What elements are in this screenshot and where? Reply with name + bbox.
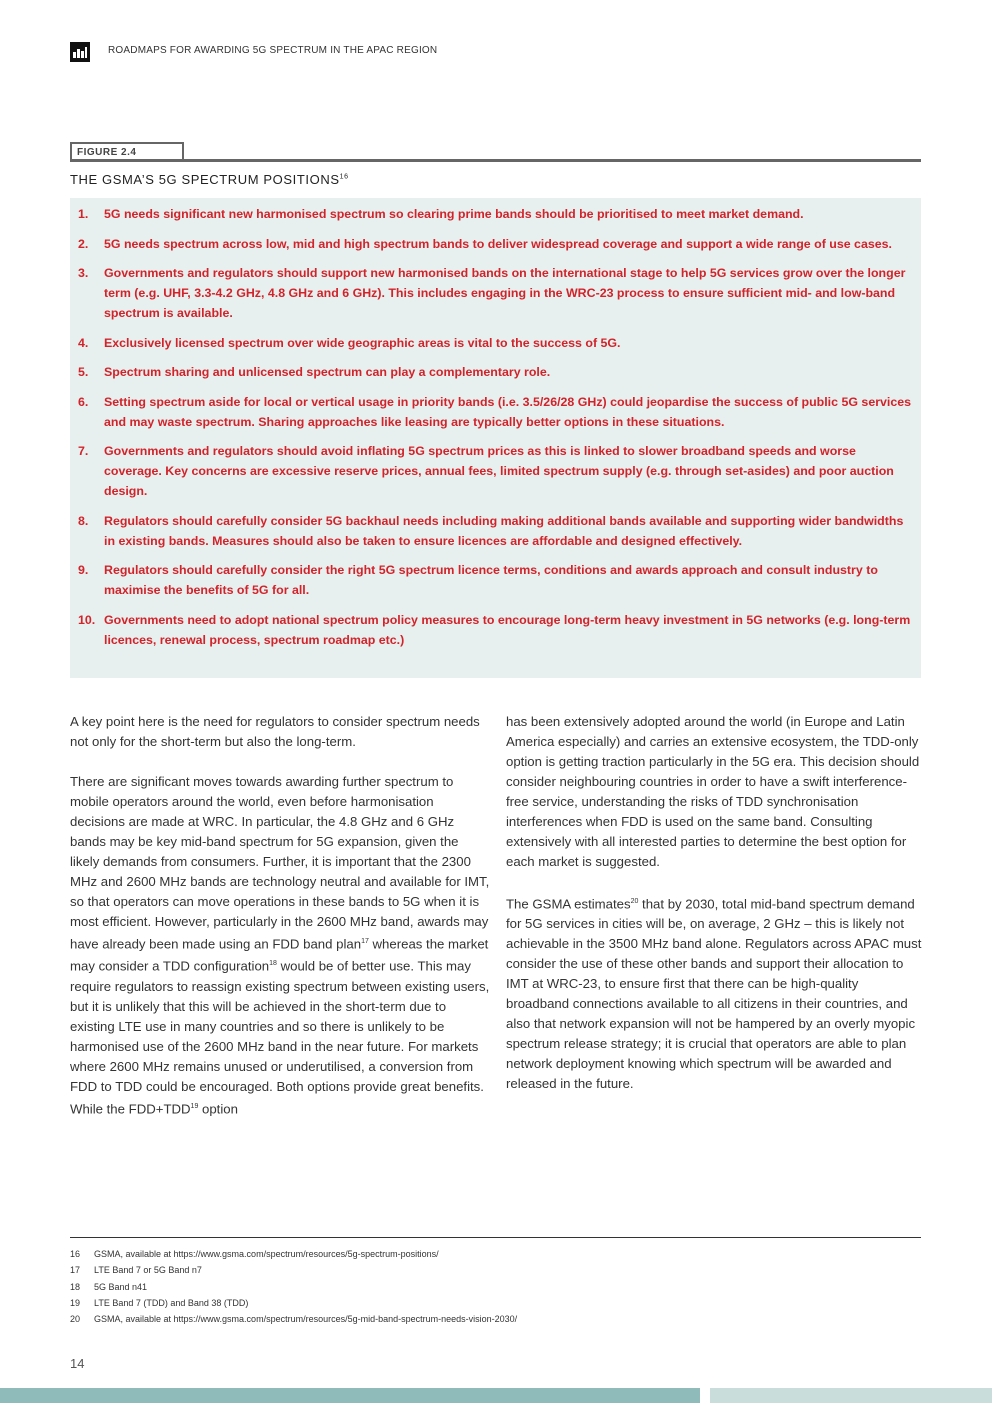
footnote-ref: 17 (361, 938, 369, 945)
footnote-number: 19 (70, 1297, 81, 1308)
paragraph-text: option (198, 1101, 238, 1117)
header-title: ROADMAPS FOR AWARDING 5G SPECTRUM IN THE APAC REGION (108, 45, 438, 56)
footer-bar-right (710, 1388, 992, 1403)
paragraph-text: whereas the market may consider a TDD configuration (70, 936, 489, 974)
list-item (78, 392, 915, 432)
item-text: 5G needs spectrum across low, mid and high spectrum bands to deliver widespread coverage and support a wide range of use cases. (104, 236, 892, 251)
footnotes (70, 1246, 921, 1327)
footnote-text: LTE Band 7 (TDD) and Band 38 (TDD) (94, 1297, 249, 1308)
item-number: 5. (78, 365, 89, 379)
footnote (70, 1246, 921, 1262)
item-text: Governments and regulators should support new harmonised bands on the international stage to help 5G services grow over the longer term (e.g. UHF, 3.3-4.2 GHz, 4.8 GHz and 6 GHz). This includes engaging in the WRC-23 process to ensure sufficient mid- and low-band spectrum is available. (104, 266, 906, 320)
paragraph-text: that by 2030, total mid-band spectrum demand for 5G services in cities will be, on average, 2 GHz – this is likely not achievable in the 3500 MHz band alone. Regulators across APAC must consider the use of these other bands and support their allocation to IMT at WRC-23, to ensure first that there can be high-quality broadband connections available to all citizens in their countries, and also that network expansion will not be hampered by an overly myopic spectrum release strategy; it is crucial that operators are able to plan network deployment knowing which spectrum will be awarded and released in the future. (506, 896, 922, 1092)
footnote-text: LTE Band 7 or 5G Band n7 (94, 1265, 202, 1276)
footnote (70, 1262, 921, 1278)
paragraph-text: The GSMA estimates (506, 896, 631, 912)
footnote-ref: 19 (190, 1102, 199, 1110)
item-number: 8. (78, 513, 89, 528)
item-text: Setting spectrum aside for local or vertical usage in priority bands (i.e. 3.5/26/28 GHz) could jeopardise the success of public 5G services and may waste spectrum. Sharing approaches like leasing are typically better options in these situations. (104, 394, 912, 429)
figure-title (70, 172, 349, 187)
footnote-ref: 18 (269, 960, 277, 968)
body-column-right (506, 712, 922, 1114)
item-text: 5G needs significant new harmonised spectrum so clearing prime bands should be prioritised to meet market demand. (104, 207, 804, 221)
footnote-text: GSMA, available at https://www.gsma.com/spectrum/resources/5g-mid-band-spectrum-needs-vision-2030/ (94, 1314, 518, 1325)
gsma-logo-icon (70, 42, 90, 62)
figure-label: FIGURE 2.4 (70, 142, 184, 159)
footnote-text: 5G Band n41 (94, 1281, 148, 1292)
item-number: 9. (78, 563, 89, 577)
item-number: 4. (78, 335, 89, 350)
footnote-number: 17 (70, 1265, 81, 1276)
footnote-number: 20 (70, 1314, 81, 1325)
positions-list (78, 204, 915, 650)
footnote-ref: 20 (630, 898, 639, 905)
footnote-ref: 16 (339, 173, 349, 181)
footnote-number: 18 (70, 1281, 81, 1292)
footnote-text: GSMA, available at https://www.gsma.com/spectrum/resources/5g-spectrum-positions/ (94, 1249, 439, 1259)
list-item (78, 441, 915, 501)
body-column-left (70, 712, 490, 1139)
list-item (78, 204, 915, 224)
positions-box (70, 198, 921, 678)
paragraph-text: would be of better use. This may require regulators to reassign existing spectrum between existing users, but it is unlikely that this will be achieved in the short-term due to existing LTE use in many countries and so there is unlikely to be harmonised use of the 2600 MHz band in the near future. For markets where 2600 MHz remains unused or underutilised, a conversion from FDD to TDD could be encouraged. Both options provide great benefits. While the FDD+TDD (70, 958, 490, 1117)
figure-title-text: THE GSMA’S 5G SPECTRUM POSITIONS (70, 172, 340, 187)
item-text: Regulators should carefully consider 5G backhaul needs including making additional bands available and supporting wider bandwidths in existing bands. Measures should also be taken to ensure licences are affordable and designed effectively. (104, 513, 904, 548)
paragraph (506, 892, 922, 1094)
item-text: Governments need to adopt national spectrum policy measures to encourage long-term heavy investment in 5G networks (e.g. long-term licences, renewal process, spectrum roadmap etc.) (104, 612, 911, 647)
paragraph: has been extensively adopted around the world (in Europe and Latin America especially) and carries an extensive ecosystem, the TDD-only option is getting traction particularly in the 5G era. This decision should consider neighbouring countries in order to have a swift interference-free service, understanding the risks of TDD synchronisation interferences when FDD is used on the same band. Consulting extensively with all interested parties to determine the best option for each market is suggested. (506, 714, 920, 869)
footnote (70, 1295, 921, 1311)
footnote (70, 1311, 921, 1327)
figure-rule (70, 159, 921, 162)
page-number: 14 (70, 1356, 85, 1371)
paragraph (70, 772, 490, 1119)
footnote (70, 1279, 921, 1295)
list-item (78, 362, 915, 382)
list-item (78, 333, 915, 353)
item-number: 10. (78, 612, 96, 627)
paragraph: A key point here is the need for regulators to consider spectrum needs not only for the short-term but also the long-term. (70, 714, 480, 749)
item-number: 2. (78, 236, 89, 251)
list-item (78, 263, 915, 323)
footer-bar-left (0, 1388, 700, 1403)
item-number: 6. (78, 394, 89, 409)
footnote-number: 16 (70, 1249, 81, 1259)
item-text: Spectrum sharing and unlicensed spectrum can play a complementary role. (104, 365, 551, 379)
footnote-divider (70, 1237, 921, 1238)
paragraph-text: There are significant moves towards awarding further spectrum to mobile operators around the world, even before harmonisation decisions are made at WRC. In particular, the 4.8 GHz and 6 GHz bands may be key mid-band spectrum for 5G expansion, given the likely demands from consumers. Further, it is important that the 2300 MHz and 2600 MHz bands are technology neutral and available for IMT, so that operators can move operations in these bands to 5G when it is most efficient. However, particularly in the 2600 MHz band, awards may have already been made using an FDD band plan (70, 774, 490, 952)
item-text: Governments and regulators should avoid inflating 5G spectrum prices as this is linked to slower broadband speeds and worse coverage. Key concerns are excessive reserve prices, annual fees, limited spectrum supply (e.g. through set-asides) and poor auction design. (104, 444, 894, 498)
item-number: 3. (78, 266, 89, 280)
list-item (78, 560, 915, 600)
item-number: 7. (78, 444, 89, 458)
item-text: Regulators should carefully consider the right 5G spectrum licence terms, conditions and awards approach and consult industry to maximise the benefits of 5G for all. (104, 563, 878, 597)
list-item (78, 511, 915, 551)
item-number: 1. (78, 207, 89, 221)
list-item (78, 610, 915, 650)
item-text: Exclusively licensed spectrum over wide geographic areas is vital to the success of 5G. (104, 335, 621, 350)
list-item (78, 234, 915, 254)
